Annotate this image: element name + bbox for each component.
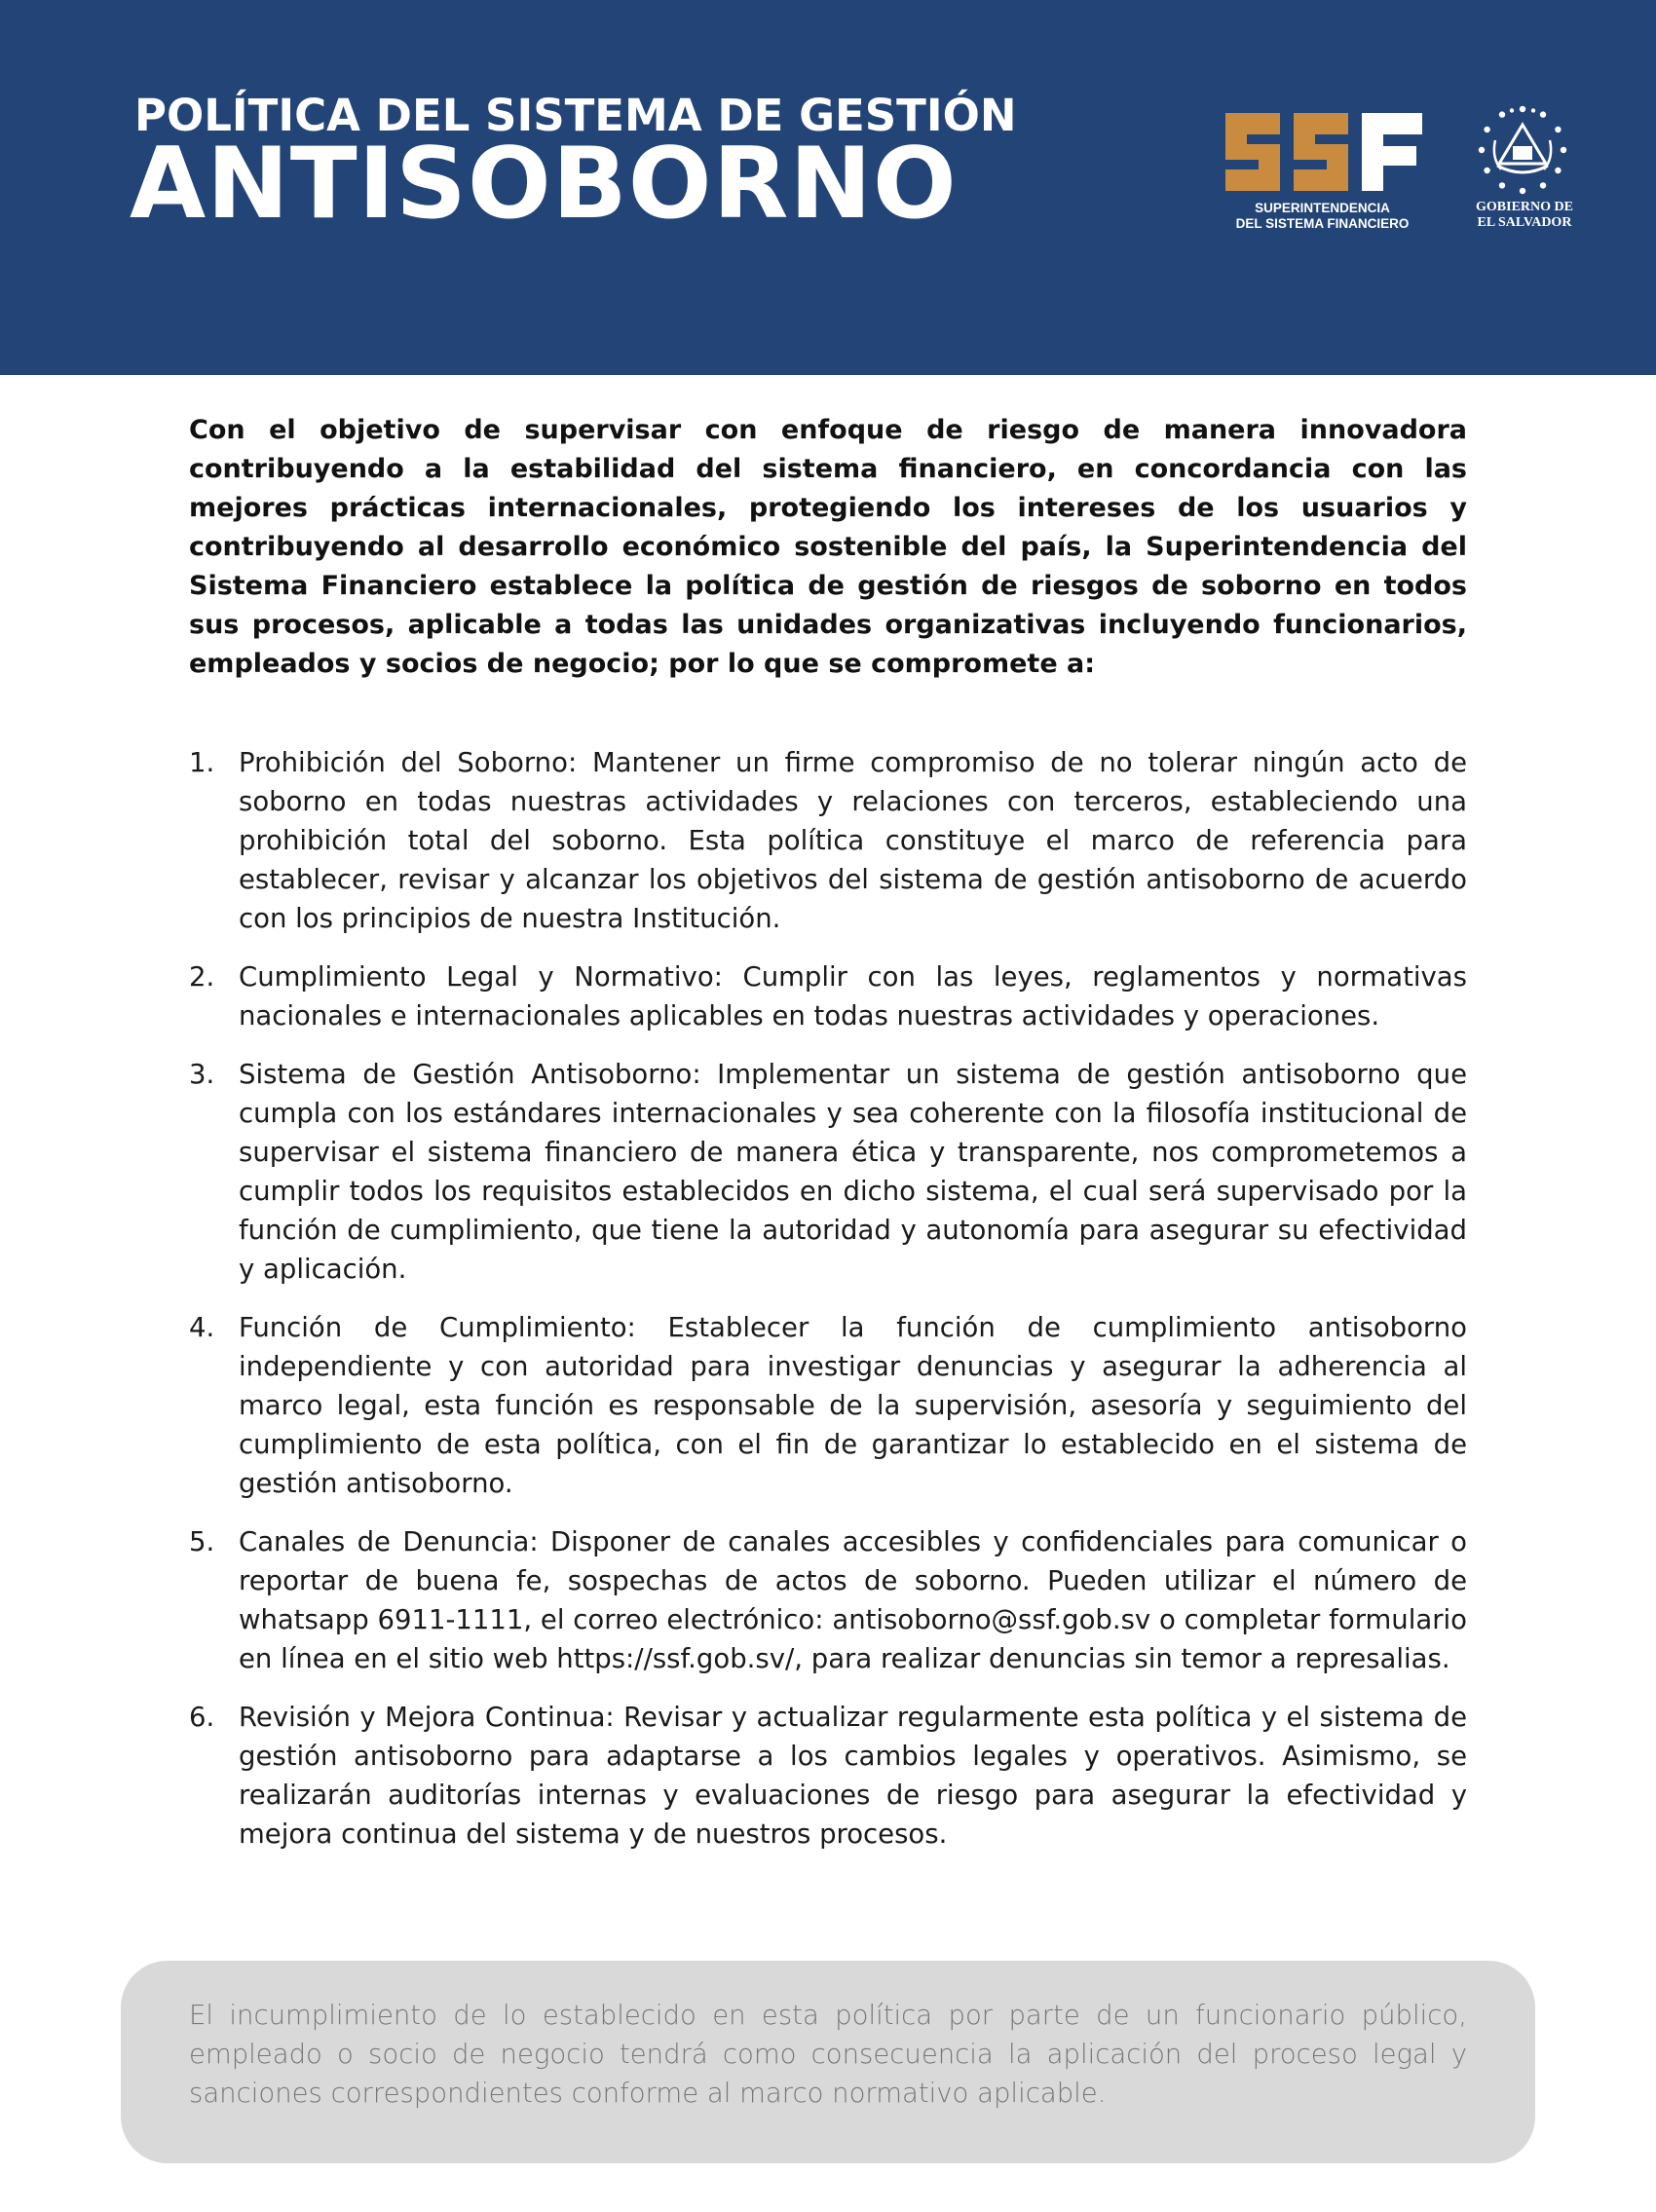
intro-paragraph: Con el objetivo de supervisar con enfoque de riesgo de manera innovadora contribuyendo a la estabilidad del sistema financiero, en concordancia con las mejores prácticas internacionales, protegiendo los intereses de los usuarios y contribuyendo al desarrollo económico sostenible del país, la Superintendencia del Sistema Financiero establece la política de gestión de riesgos de soborno en todos sus procesos, aplicable a todas las unidades organizativas incluyendo funcionarios, empleados y socios de negocio; por lo que se compromete a: bbox=[189, 415, 1467, 679]
title-line-2: ANTISOBORNO bbox=[130, 126, 958, 241]
commitment-item bbox=[189, 1522, 1467, 1678]
ssf-caption-line-2: DEL SISTEMA FINANCIERO bbox=[1235, 216, 1410, 231]
page-header bbox=[0, 0, 1656, 375]
commitment-number: 6. bbox=[189, 1702, 215, 1733]
commitment-text: Función de Cumplimiento: Establecer la función de cumplimiento antisoborno independiente y con autoridad para investigar denuncias y asegurar la adherencia al marco legal, esta función es responsable de la supervisión, asesoría y seguimiento del cumplimiento de esta política, con el fin de garantizar lo establecido en el sistema de gestión antisoborno. bbox=[239, 1312, 1467, 1499]
ssf-caption-line-1: SUPERINTENDENCIA bbox=[1255, 201, 1390, 215]
commitment-text: Cumplimiento Legal y Normativo: Cumplir con las leyes, reglamentos y normativas nacionales e internacionales aplicables en todas nuestras actividades y operaciones. bbox=[239, 961, 1467, 1031]
commitment-item bbox=[189, 743, 1467, 938]
footer-notice bbox=[121, 1961, 1535, 2163]
coat-of-arms-icon bbox=[1474, 101, 1571, 199]
commitment-number: 2. bbox=[189, 961, 215, 993]
commitment-text: Sistema de Gestión Antisoborno: Implementar un sistema de gestión antisoborno que cumpla con los estándares internacionales y sea coherente con la filosofía institucional de supervisar el sistema financiero de manera ética y transparente, nos comprometemos a cumplir todos los requisitos establecidos en dicho sistema, el cual será supervisado por la función de cumplimiento, que tiene la autoridad y autonomía para asegurar su efectividad y aplicación. bbox=[239, 1059, 1467, 1285]
title-line-1: POLÍTICA DEL SISTEMA DE GESTIÓN bbox=[134, 90, 1017, 141]
commitment-number: 4. bbox=[189, 1312, 215, 1343]
commitment-number: 3. bbox=[189, 1059, 215, 1090]
gob-caption-line-2: EL SALVADOR bbox=[1477, 215, 1572, 230]
ssf-caption bbox=[1218, 201, 1427, 232]
commitment-item bbox=[189, 957, 1467, 1035]
commitment-item bbox=[189, 1308, 1467, 1503]
commitment-text: Prohibición del Soborno: Mantener un firme compromiso de no tolerar ningún acto de soborno en todas nuestras actividades y relaciones con terceros, estableciendo una prohibición total del soborno. Esta política constituye el marco de referencia para establecer, revisar y alcanzar los objetivos del sistema de gestión antisoborno de acuerdo con los principios de nuestra Institución. bbox=[239, 747, 1467, 934]
commitment-text: Canales de Denuncia: Disponer de canales accesibles y confidenciales para comunicar o reportar de buena fe, sospechas de actos de soborno. Pueden utilizar el número de whatsapp 6911-1111, el correo electrónico: antisoborno@ssf.gob.sv o completar formulario en línea en el sitio web https://ssf.gob.sv/, para realizar denuncias sin temor a represalias. bbox=[239, 1526, 1467, 1674]
gob-caption bbox=[1461, 200, 1588, 231]
commitment-number: 5. bbox=[189, 1526, 215, 1557]
footer-notice-text: El incumplimiento de lo establecido en esta política por parte de un funcionario público, empleado o socio de negocio tendrá como consecuencia la aplicación del proceso legal y sanciones correspondientes conforme al marco normativo aplicable. bbox=[189, 2000, 1467, 2109]
ssf-logo-mark bbox=[1218, 101, 1427, 199]
commitment-item bbox=[189, 1698, 1467, 1854]
commitments-list bbox=[189, 743, 1467, 1873]
commitment-number: 1. bbox=[189, 747, 215, 778]
commitment-text: Revisión y Mejora Continua: Revisar y actualizar regularmente esta política y el sistema de gestión antisoborno para adaptarse a los cambios legales y operativos. Asimismo, se realizarán auditorías internas y evaluaciones de riesgo para asegurar la efectividad y mejora continua del sistema y de nuestros procesos. bbox=[239, 1702, 1467, 1850]
gob-caption-line-1: GOBIERNO DE bbox=[1476, 200, 1573, 214]
commitment-item bbox=[189, 1055, 1467, 1289]
